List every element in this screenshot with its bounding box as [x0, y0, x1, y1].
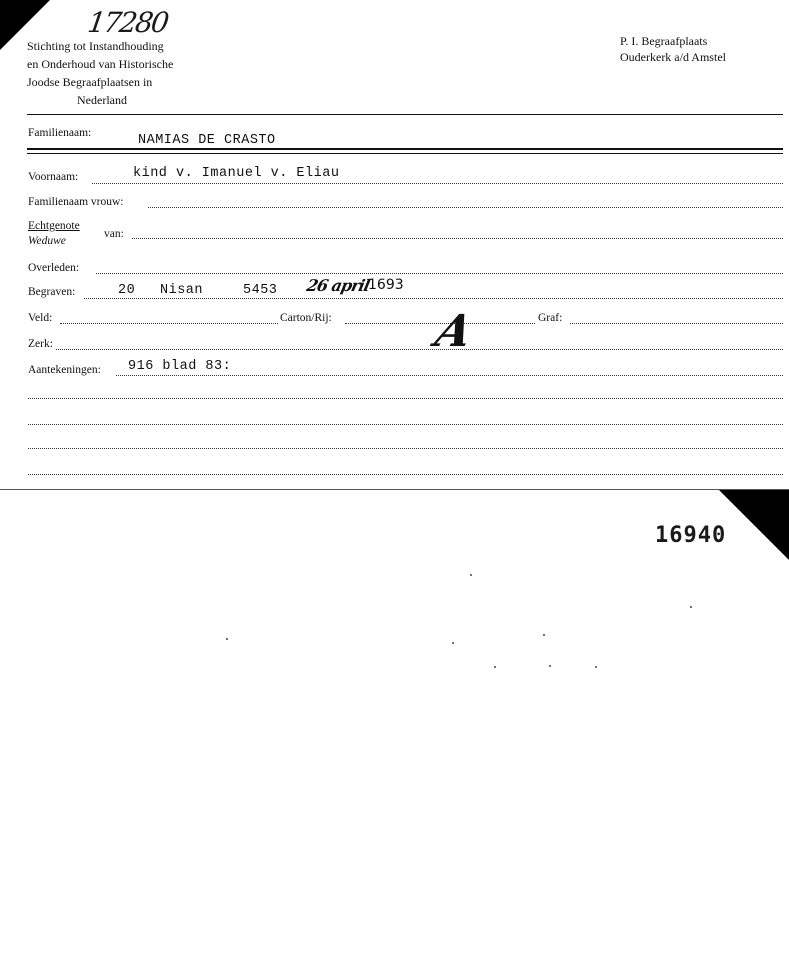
zerk-handwritten-mark: A	[430, 306, 478, 357]
surname-rule-thick	[27, 148, 783, 150]
card-bottom-edge	[0, 489, 789, 490]
scan-speck	[549, 665, 551, 667]
scan-speck	[595, 666, 597, 668]
echtgenote-label: Echtgenote	[28, 220, 80, 232]
org-line-3: Joodse Begraafplaatsen in	[27, 75, 153, 89]
begraven-year: 5453	[243, 283, 278, 298]
notes-dotted-line	[28, 424, 783, 425]
familienaam-vrouw-dotted-line	[148, 207, 783, 208]
aantekeningen-label: Aantekeningen:	[28, 364, 101, 376]
scan-speck	[470, 574, 472, 576]
org-line-2: en Onderhoud van Historische	[27, 57, 174, 71]
organization-name	[27, 37, 173, 109]
overleden-label: Overleden:	[28, 262, 80, 274]
notes-dotted-line	[28, 474, 783, 475]
org-line-4: Nederland	[77, 93, 127, 107]
veld-dotted-line	[60, 323, 278, 324]
scan-speck	[690, 606, 692, 608]
surname-rule-thin	[27, 153, 783, 154]
familienaam-vrouw-label: Familienaam vrouw:	[28, 196, 124, 208]
cemetery-line-1: P. I. Begraafplaats	[620, 34, 708, 48]
aantekeningen-value: 916 blad 83:	[128, 359, 232, 374]
scan-speck	[452, 642, 454, 644]
cemetery-name	[620, 33, 726, 65]
carton-rij-label: Carton/Rij:	[280, 312, 332, 324]
cemetery-line-2: Ouderkerk a/d Amstel	[620, 50, 726, 64]
van-dotted-line	[132, 238, 783, 239]
begraven-label: Begraven:	[28, 286, 76, 298]
handwritten-record-number: 17280	[85, 6, 170, 39]
begraven-handwritten-date: 26 april	[304, 276, 372, 295]
zerk-dotted-line	[56, 349, 783, 350]
voornaam-label: Voornaam:	[28, 171, 79, 183]
begraven-civil-year: 1693	[368, 277, 404, 293]
familienaam-value: NAMIAS DE CRASTO	[138, 133, 276, 148]
notes-dotted-line	[28, 448, 783, 449]
scan-speck	[494, 666, 496, 668]
header-divider	[27, 114, 783, 115]
begraven-day: 20	[118, 283, 136, 298]
begraven-month: Nisan	[160, 283, 204, 298]
stamped-number: 16940	[655, 523, 727, 548]
familienaam-label: Familienaam:	[28, 127, 92, 139]
notes-dotted-line	[28, 398, 783, 399]
graf-dotted-line	[570, 323, 783, 324]
van-label: van:	[104, 228, 124, 240]
voornaam-value: kind v. Imanuel v. Eliau	[133, 166, 340, 181]
voornaam-dotted-line	[92, 183, 783, 184]
veld-label: Veld:	[28, 312, 53, 324]
begraven-dotted-line	[84, 298, 783, 299]
org-line-1: Stichting tot Instandhouding	[27, 39, 164, 53]
zerk-label: Zerk:	[28, 338, 53, 350]
graf-label: Graf:	[538, 312, 563, 324]
overleden-dotted-line	[96, 273, 783, 274]
scan-speck	[543, 634, 545, 636]
weduwe-label: Weduwe	[28, 235, 66, 247]
corner-tab-bottom-right	[719, 490, 789, 560]
scan-speck	[226, 638, 228, 640]
aantekeningen-dotted-line	[116, 375, 783, 376]
